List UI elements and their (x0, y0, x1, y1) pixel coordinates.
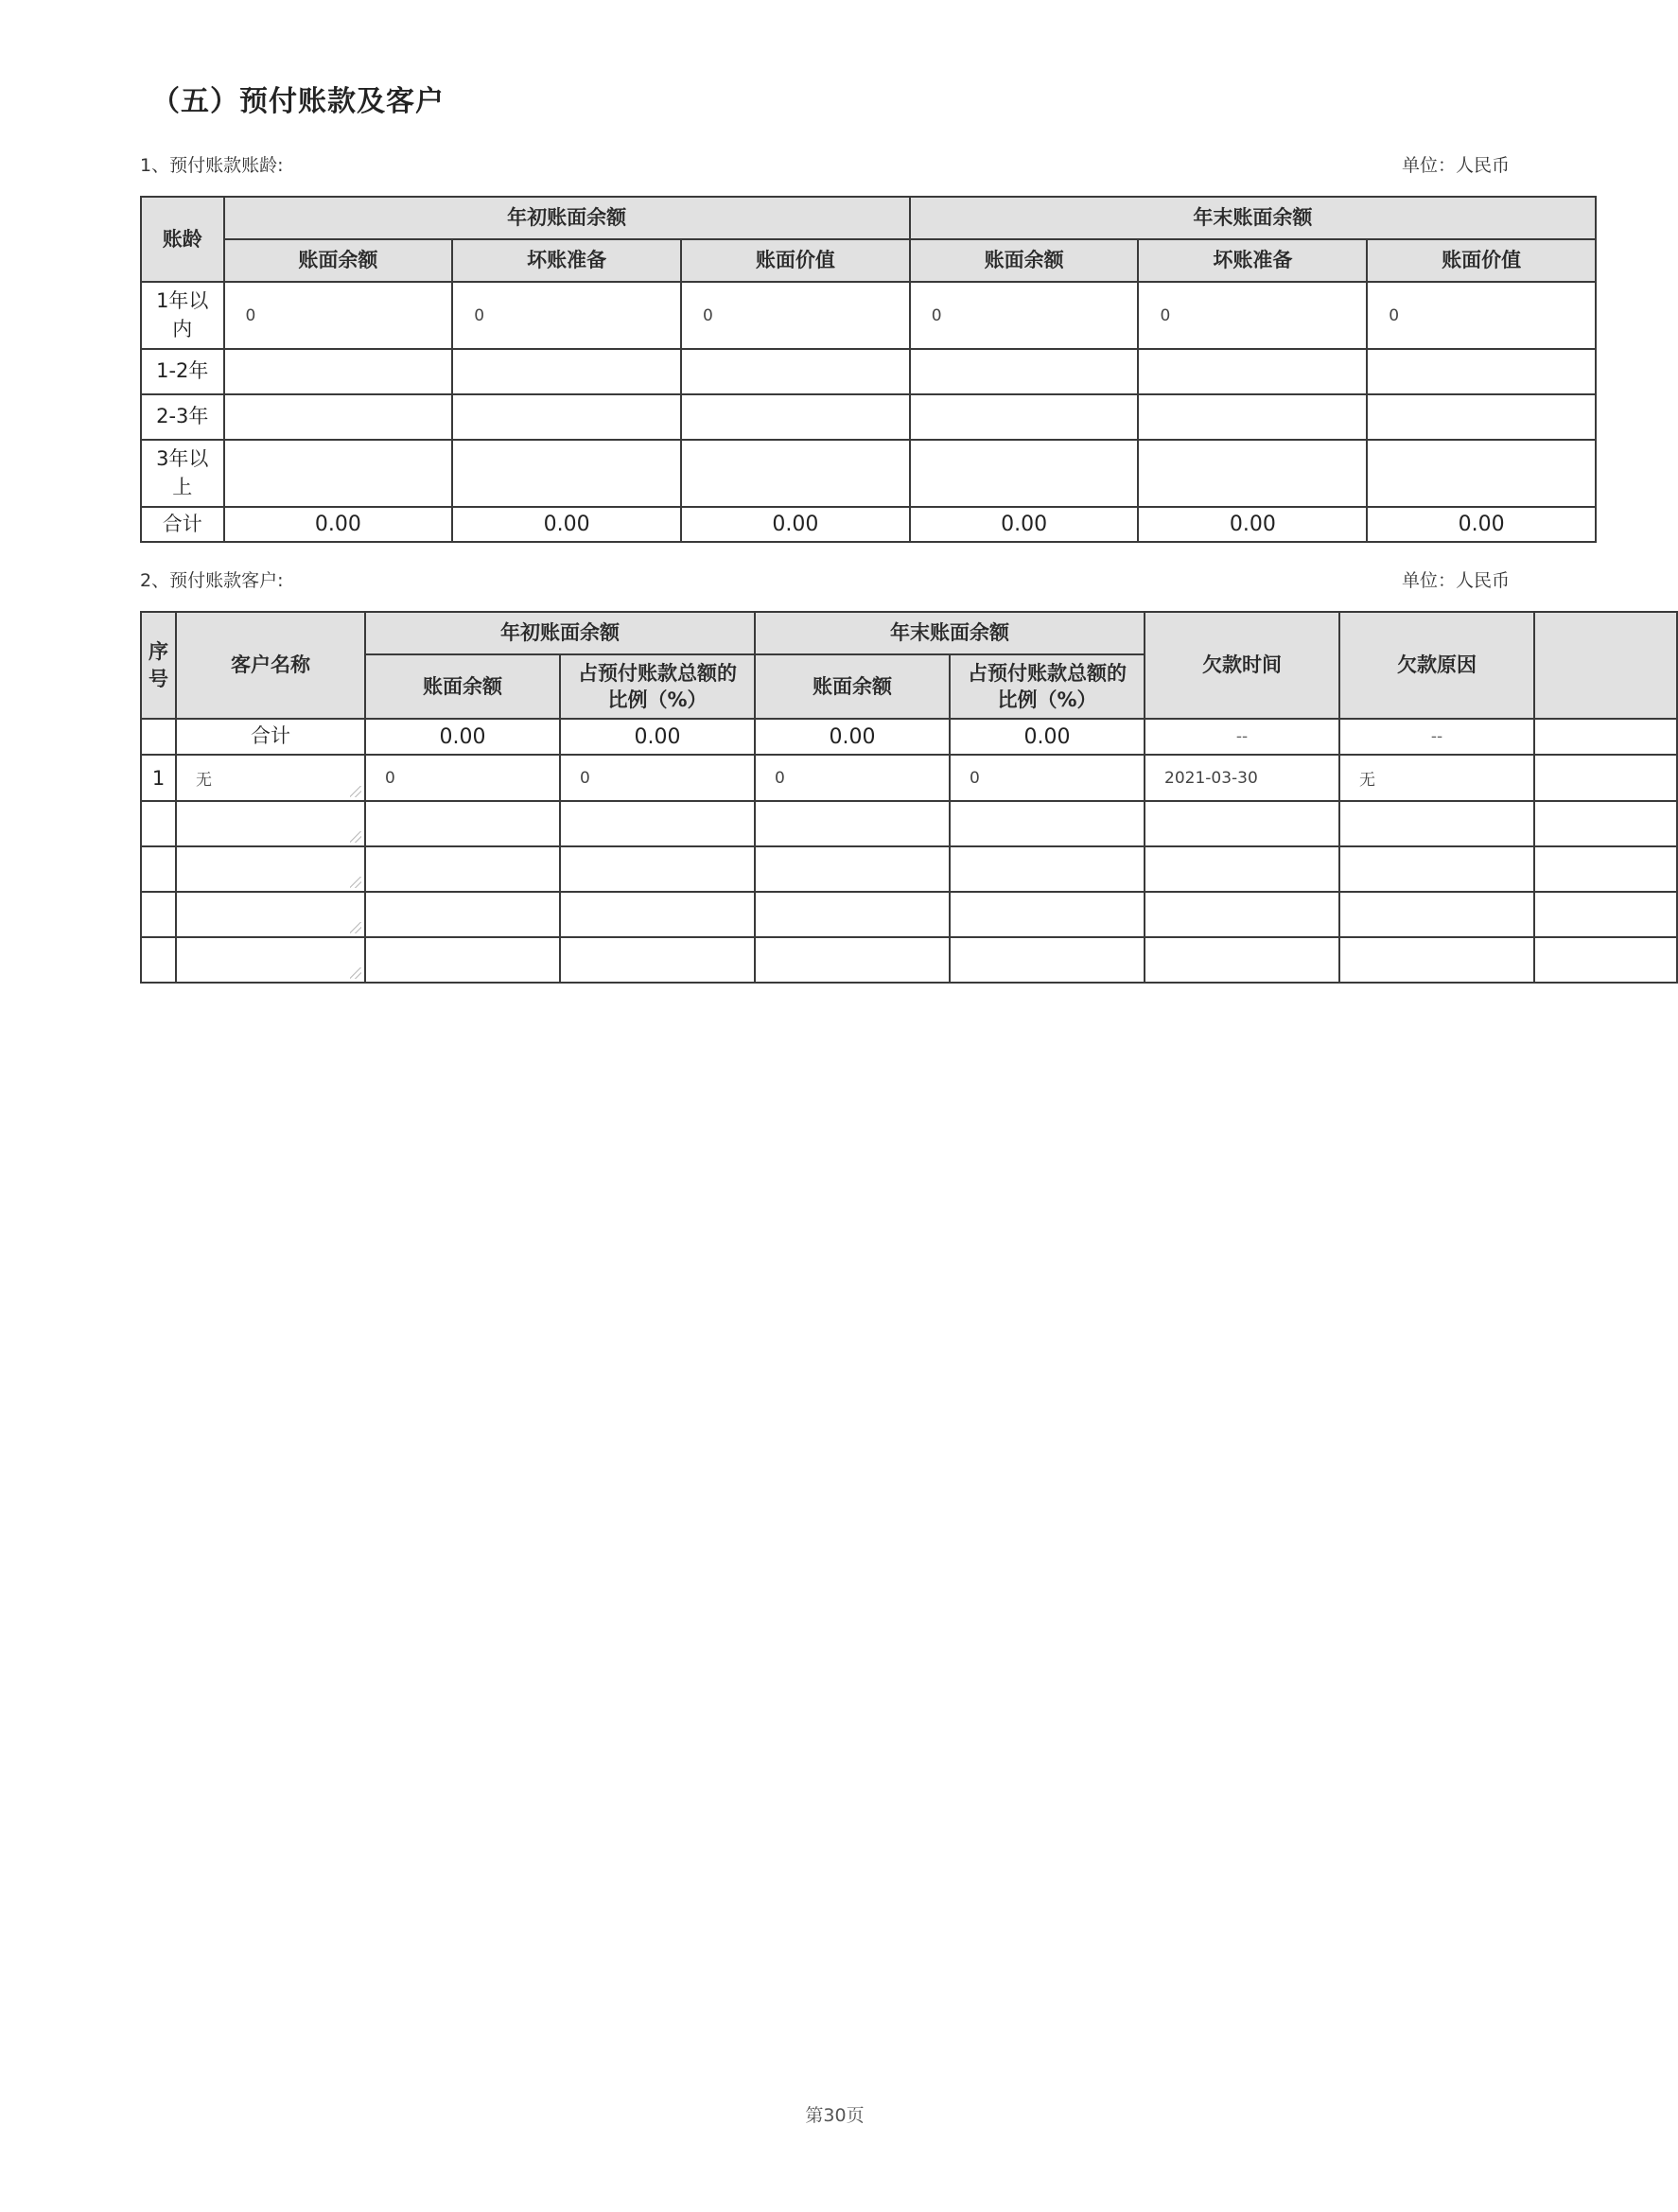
header-aging: 账龄 (141, 197, 224, 282)
total-value: 0.00 (1367, 507, 1596, 542)
table1-caption: 1、预付账款账龄: (140, 155, 284, 176)
header-sub: 坏账准备 (452, 239, 681, 282)
row-index (141, 801, 176, 846)
customer-name-input[interactable] (176, 937, 365, 983)
header-ratio: 占预付账款总额的比例（%） (560, 654, 755, 719)
cell-empty (1534, 801, 1677, 846)
cell-input[interactable] (224, 394, 453, 440)
resize-grip-icon[interactable] (350, 922, 361, 933)
cell-input[interactable] (1145, 937, 1339, 983)
cell-input[interactable]: 0 (365, 755, 560, 801)
header-sub: 坏账准备 (1138, 239, 1367, 282)
cell-input[interactable]: 0 (224, 282, 453, 349)
cell-input[interactable]: 0 (1367, 282, 1596, 349)
table1-unit: 单位：人民币 (1402, 155, 1511, 176)
cell-input[interactable] (755, 846, 950, 892)
header-group-start: 年初账面余额 (224, 197, 910, 239)
header-customer-name: 客户名称 (176, 612, 365, 719)
row-index: 1 (141, 755, 176, 801)
cell-input[interactable] (365, 892, 560, 937)
table-row (141, 937, 1677, 983)
cell-input[interactable] (1339, 846, 1534, 892)
total-value: 0.00 (365, 719, 560, 755)
table-row (141, 892, 1677, 937)
row-label: 2-3年 (141, 394, 224, 440)
cell-input[interactable] (1138, 440, 1367, 507)
table-row (141, 349, 1596, 394)
cell-input[interactable]: 0 (452, 282, 681, 349)
total-value: 0.00 (560, 719, 755, 755)
cell-input[interactable] (1145, 892, 1339, 937)
row-index (141, 846, 176, 892)
cell-input[interactable] (365, 846, 560, 892)
resize-grip-icon[interactable] (350, 967, 361, 979)
header-group-end: 年末账面余额 (755, 612, 1145, 654)
cell-empty (1534, 892, 1677, 937)
cell-empty (1534, 846, 1677, 892)
cell-input[interactable]: 0 (910, 282, 1139, 349)
header-sub: 账面余额 (224, 239, 453, 282)
cell-input[interactable] (1339, 801, 1534, 846)
aging-table-wrapper (140, 196, 1522, 543)
cell-input[interactable] (910, 349, 1139, 394)
cell-empty (1534, 937, 1677, 983)
row-label: 1年以内 (141, 282, 224, 349)
cell-input[interactable] (560, 937, 755, 983)
header-index: 序号 (141, 612, 176, 719)
customer-table-wrapper (140, 611, 1502, 984)
cell-input[interactable] (560, 892, 755, 937)
cell-input[interactable] (755, 937, 950, 983)
debt-reason-input[interactable]: 无 (1339, 755, 1534, 801)
cell-input[interactable]: 0 (950, 755, 1145, 801)
cell-input[interactable] (452, 440, 681, 507)
cell-empty (1534, 719, 1677, 755)
cell-input[interactable] (910, 394, 1139, 440)
total-value: 0.00 (224, 507, 453, 542)
table2-unit: 单位：人民币 (1402, 570, 1511, 591)
customer-table (140, 611, 1678, 984)
table-row (141, 801, 1677, 846)
header-extra (1534, 612, 1677, 719)
table2-caption: 2、预付账款客户: (140, 570, 284, 591)
total-row (141, 719, 1677, 755)
header-sub: 账面余额 (910, 239, 1139, 282)
header-debt-time: 欠款时间 (1145, 612, 1339, 719)
cell-input[interactable]: 0 (755, 755, 950, 801)
header-sub: 账面价值 (1367, 239, 1596, 282)
total-index (141, 719, 176, 755)
debt-time-input[interactable]: 2021-03-30 (1145, 755, 1339, 801)
header-group-end: 年末账面余额 (910, 197, 1596, 239)
resize-grip-icon[interactable] (350, 831, 361, 843)
cell-input[interactable] (1367, 349, 1596, 394)
total-value: 0.00 (452, 507, 681, 542)
page-title: （五）预付账款及客户 (151, 85, 445, 118)
row-label: 1-2年 (141, 349, 224, 394)
row-index (141, 937, 176, 983)
cell-input[interactable] (950, 937, 1145, 983)
cell-empty (1534, 755, 1677, 801)
total-value: 0.00 (950, 719, 1145, 755)
total-value: 0.00 (910, 507, 1139, 542)
customer-name-input[interactable] (176, 892, 365, 937)
cell-input[interactable] (910, 440, 1139, 507)
cell-input[interactable] (1339, 937, 1534, 983)
header-balance: 账面余额 (365, 654, 560, 719)
customer-name-text: 无 (196, 771, 212, 790)
resize-grip-icon[interactable] (350, 786, 361, 797)
row-label: 3年以上 (141, 440, 224, 507)
cell-input[interactable] (1138, 349, 1367, 394)
table-row (141, 755, 1677, 801)
resize-grip-icon[interactable] (350, 877, 361, 888)
header-balance: 账面余额 (755, 654, 950, 719)
total-value: 0.00 (755, 719, 950, 755)
cell-input[interactable] (1367, 394, 1596, 440)
total-label: 合计 (141, 507, 224, 542)
cell-input[interactable] (950, 801, 1145, 846)
cell-input[interactable] (755, 801, 950, 846)
page-number: 第30页 (805, 2105, 865, 2126)
cell-input[interactable] (1367, 440, 1596, 507)
cell-input[interactable] (1138, 394, 1367, 440)
total-row (141, 507, 1596, 542)
cell-input[interactable] (1145, 801, 1339, 846)
cell-input[interactable]: 0 (1138, 282, 1367, 349)
customer-name-input[interactable] (176, 755, 365, 801)
table-row (141, 394, 1596, 440)
total-time: -- (1145, 719, 1339, 755)
table-row (141, 846, 1677, 892)
cell-input[interactable] (560, 801, 755, 846)
header-debt-reason: 欠款原因 (1339, 612, 1534, 719)
cell-input[interactable]: 0 (560, 755, 755, 801)
header-group-start: 年初账面余额 (365, 612, 755, 654)
total-reason: -- (1339, 719, 1534, 755)
cell-input[interactable] (452, 394, 681, 440)
row-index (141, 892, 176, 937)
total-value: 0.00 (681, 507, 910, 542)
cell-input[interactable] (224, 349, 453, 394)
cell-input[interactable] (681, 349, 910, 394)
cell-input[interactable] (365, 937, 560, 983)
cell-input[interactable] (1339, 892, 1534, 937)
cell-input[interactable] (452, 349, 681, 394)
cell-input[interactable] (560, 846, 755, 892)
header-sub: 账面价值 (681, 239, 910, 282)
cell-input[interactable] (365, 801, 560, 846)
cell-input[interactable] (681, 440, 910, 507)
cell-input[interactable] (950, 846, 1145, 892)
total-label: 合计 (176, 719, 365, 755)
aging-table (140, 196, 1597, 543)
cell-input[interactable] (681, 394, 910, 440)
cell-input[interactable] (224, 440, 453, 507)
cell-input[interactable] (755, 892, 950, 937)
customer-name-input[interactable] (176, 801, 365, 846)
cell-input[interactable] (1145, 846, 1339, 892)
customer-name-input[interactable] (176, 846, 365, 892)
cell-input[interactable]: 0 (681, 282, 910, 349)
cell-input[interactable] (950, 892, 1145, 937)
table-row (141, 282, 1596, 349)
header-ratio: 占预付账款总额的比例（%） (950, 654, 1145, 719)
total-value: 0.00 (1138, 507, 1367, 542)
table-row (141, 440, 1596, 507)
